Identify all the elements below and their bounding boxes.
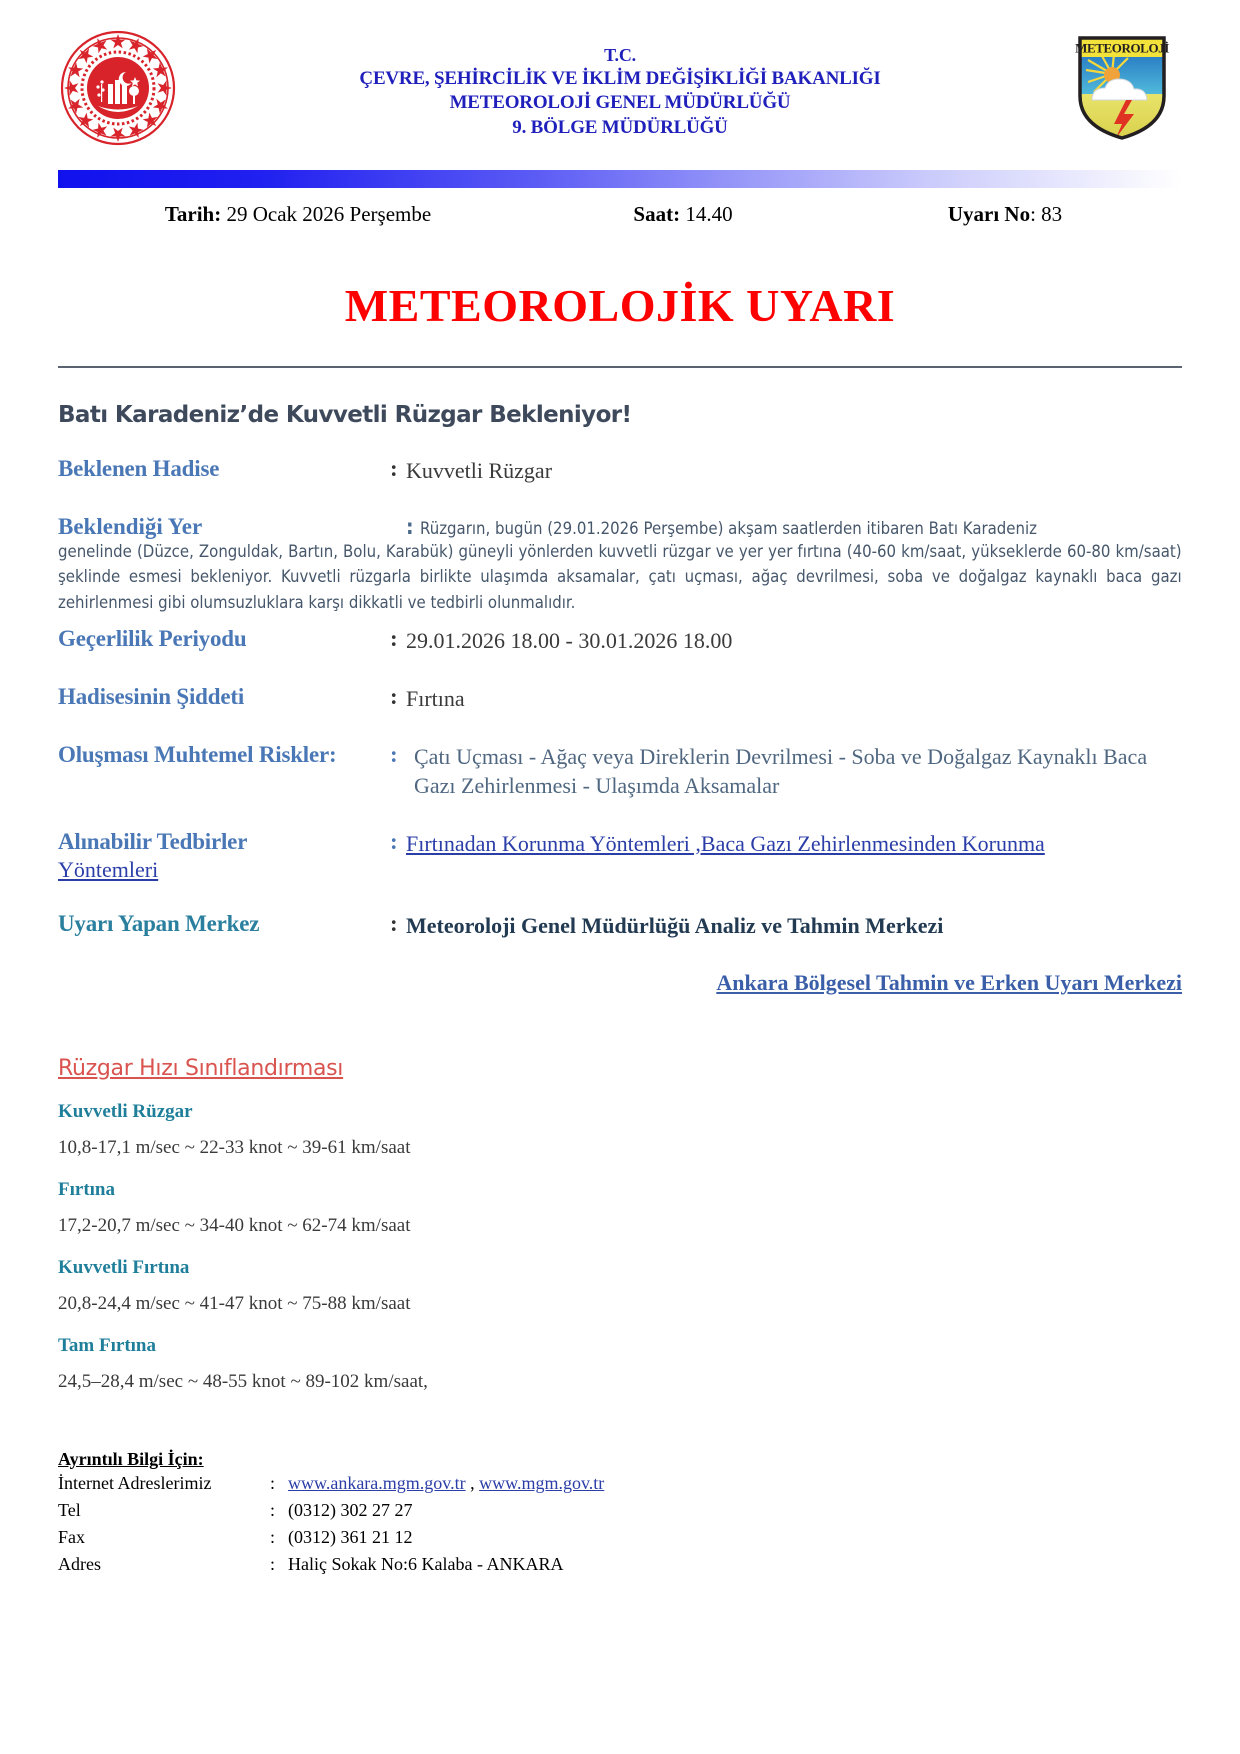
footer-colon: :: [270, 1500, 276, 1521]
footer-key: Fax: [58, 1527, 85, 1548]
date-cell: [78, 202, 518, 227]
field-label: Alınabilir Tedbirler: [58, 828, 248, 854]
field-colon: :: [390, 456, 398, 481]
footer-value: [288, 1470, 1182, 1497]
date-value: 29 Ocak 2026 Perşembe: [226, 202, 432, 226]
field-issuing-center: [58, 911, 1182, 941]
link-separator: ,: [465, 1473, 480, 1494]
field-value: Çatı Uçması - Ağaç veya Direklerin Devrilmesi - Soba ve Doğalgaz Kaynaklı Baca Gazı Zehirlenmesi - Ulaşımda Aksamalar: [414, 743, 1148, 799]
field-precautions: [58, 829, 1182, 859]
field-label: Oluşması Muhtemel Riskler:: [58, 741, 337, 767]
precautions-link[interactable]: Fırtınadan Korunma Yöntemleri ,Baca Gazı Zehirlenmesinden Korunma: [406, 830, 1045, 856]
field-label: Beklenen Hadise: [58, 456, 220, 481]
wind-class-name: Fırtına: [58, 1179, 115, 1201]
time-value: 14.40: [685, 202, 733, 226]
field-value: 29.01.2026 18.00 - 30.01.2026 18.00: [406, 628, 733, 654]
footer-value: (0312) 361 21 12: [288, 1527, 413, 1548]
warning-no-label: Uyarı No: [947, 202, 1031, 226]
field-expected-location: [58, 514, 1182, 617]
wind-class-name: Kuvvetli Fırtına: [58, 1257, 190, 1279]
warning-subtitle: Batı Karadeniz’de Kuvvetli Rüzgar Bekleniyor!: [58, 402, 632, 428]
footer-key: Tel: [58, 1500, 81, 1521]
field-colon: :: [390, 910, 398, 936]
field-label: Hadisesinin Şiddeti: [58, 683, 245, 709]
wind-class-value: 10,8-17,1 m/sec ~ 22-33 knot ~ 39-61 km/saat: [58, 1137, 411, 1159]
title-divider: [58, 366, 1182, 368]
footer-row-internet: [58, 1470, 1182, 1497]
footer-value: Haliç Sokak No:6 Kalaba - ANKARA: [288, 1554, 564, 1575]
warning-no-value: : 83: [1030, 202, 1063, 226]
field-colon: :: [390, 741, 398, 767]
footer-row-fax: [58, 1524, 1182, 1551]
field-colon: :: [390, 626, 398, 652]
footer-title: Ayrıntılı Bilgi İçin:: [58, 1449, 204, 1470]
field-label: Beklendiği Yer: [58, 513, 203, 539]
footer-row-tel: [58, 1497, 1182, 1524]
page-title: METEOROLOJİK UYARI: [344, 280, 896, 331]
mgm-link[interactable]: www.mgm.gov.tr: [479, 1473, 605, 1494]
warning-number-cell: [848, 202, 1162, 227]
time-label: Saat:: [633, 202, 681, 226]
field-colon: :: [390, 683, 398, 709]
time-cell: [518, 202, 848, 227]
field-label: Uyarı Yapan Merkez: [58, 910, 260, 936]
ankara-mgm-link[interactable]: www.ankara.mgm.gov.tr: [288, 1473, 466, 1494]
wind-class-value: 20,8-24,4 m/sec ~ 41-47 knot ~ 75-88 km/saat: [58, 1293, 411, 1315]
footer-value: (0312) 302 27 27: [288, 1500, 413, 1521]
org-line-4: 9. BÖLGE MÜDÜRLÜĞÜ: [512, 116, 728, 138]
date-label: Tarih:: [164, 202, 222, 226]
regional-center-link[interactable]: Ankara Bölgesel Tahmin ve Erken Uyarı Merkezi: [716, 970, 1182, 996]
footer-colon: :: [270, 1473, 276, 1494]
regional-center-link-row: [58, 970, 1182, 996]
precautions-link-wrap-line: [58, 857, 1182, 883]
ministry-emblem-logo: [58, 28, 178, 148]
wind-classification-title: Rüzgar Hızı Sınıflandırması: [58, 1056, 344, 1082]
wind-classification-section: [58, 1056, 1182, 1393]
organization-title-block: [178, 28, 1062, 140]
footer-key: İnternet Adreslerimiz: [58, 1473, 212, 1494]
document-header: [58, 0, 1182, 158]
field-possible-risks: [58, 742, 1182, 801]
field-value: Fırtına: [406, 685, 465, 711]
field-value: [406, 829, 1182, 859]
field-value-body: genelinde (Düzce, Zonguldak, Bartın, Bolu, Karabük) güneyli yönlerden kuvvetli rüzgar ve yer yer fırtına (40-60 km/saat, yükseklerde 60-80 km/saat) şeklinde esmesi bekleniyor. Kuvvetli rüzgarla birlikte ulaşımda aksamalar, çatı uçması, ağaç devrilmesi, soba ve doğalgaz kaynaklı baca gazı zehirlenmesi gibi olumsuzluklara karşı dikkatli ve tedbirli olunmalıdır.: [58, 541, 1182, 613]
org-line-2: ÇEVRE, ŞEHİRCİLİK VE İKLİM DEĞİŞİKLİĞİ BAKANLIĞI: [359, 68, 881, 90]
field-event-severity: [58, 684, 1182, 714]
field-label: Geçerlilik Periyodu: [58, 626, 247, 652]
wind-class-value: 17,2-20,7 m/sec ~ 34-40 knot ~ 62-74 km/saat: [58, 1215, 411, 1237]
wind-class-name: Kuvvetli Rüzgar: [58, 1101, 193, 1123]
meteoroloji-shield-logo: [1062, 28, 1182, 142]
footer-colon: :: [270, 1554, 276, 1575]
field-validity-period: [58, 626, 1182, 656]
footer-row-address: [58, 1551, 1182, 1578]
footer-colon: :: [270, 1527, 276, 1548]
field-expected-event: [58, 456, 1182, 486]
document-footer: [58, 1449, 1182, 1578]
meta-row: [58, 202, 1182, 227]
field-value: Kuvvetli Rüzgar: [406, 458, 553, 483]
footer-key: Adres: [58, 1554, 101, 1575]
gradient-separator-bar: [58, 170, 1182, 188]
precautions-link-continuation[interactable]: Yöntemleri: [58, 856, 159, 882]
wind-class-value: 24,5–28,4 m/sec ~ 48-55 knot ~ 89-102 km/saat,: [58, 1371, 428, 1393]
org-line-1: T.C.: [604, 45, 636, 65]
wind-class-name: Tam Fırtına: [58, 1335, 156, 1357]
org-line-3: METEOROLOJİ GENEL MÜDÜRLÜĞÜ: [449, 92, 791, 114]
field-value: Meteoroloji Genel Müdürlüğü Analiz ve Tahmin Merkezi: [406, 912, 944, 938]
field-value-first-line: Rüzgarın, bugün (29.01.2026 Perşembe) akşam saatlerden itibaren Batı Karadeniz: [420, 518, 1038, 539]
field-colon: :: [390, 828, 398, 854]
meteoroloji-logo-text: METEOROLOJİ: [1075, 40, 1169, 56]
field-colon: :: [406, 514, 414, 539]
